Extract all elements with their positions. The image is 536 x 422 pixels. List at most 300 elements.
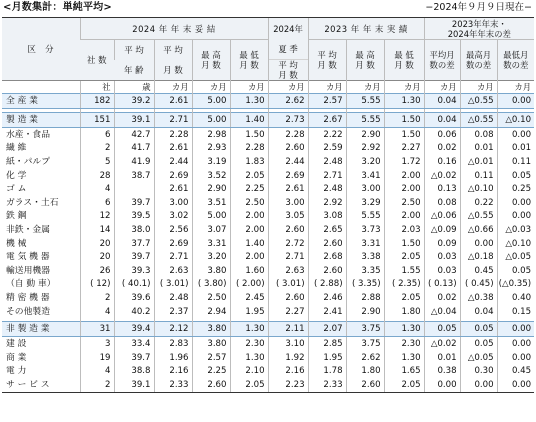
table-cell: 3.07 [192,223,230,237]
table-cell: 2.72 [268,237,308,251]
table-cell: 2.27 [384,142,424,156]
table-row [2,196,534,210]
table-cell: 4 [80,305,114,319]
table-cell: 0.45 [460,264,497,278]
col-avg-age-l1: 平 均 [114,40,154,60]
table-cell: 0.38 [424,365,460,379]
row-label: 繊 維 [6,143,27,154]
table-cell: 0.03 [424,250,460,264]
table-cell: △0.10 [497,237,534,251]
table-cell: 0.05 [424,322,460,337]
col-min-months: 最 低 月 数 [230,40,268,81]
table-cell: 39.4 [114,322,154,337]
table-cell: 39.3 [114,264,154,278]
table-cell: 2.25 [192,365,230,379]
table-row [2,305,534,319]
table-cell: 0.00 [497,210,534,224]
unit-cell: カ月 [230,81,268,94]
table-cell: 2.11 [268,322,308,337]
table-row [2,128,534,142]
table-cell: 0.01 [460,142,497,156]
table-cell: 1.30 [384,322,424,337]
table-cell: 2.28 [154,128,192,142]
table-cell: 2.00 [230,223,268,237]
table-cell: 2.57 [308,94,346,109]
table-cell: 2.28 [268,128,308,142]
table-cell: 3.52 [192,169,230,183]
table-row [2,351,534,365]
table-cell: 2.30 [230,337,268,351]
table-cell: 2.65 [308,223,346,237]
table-cell: △0.03 [497,223,534,237]
row-label: 化 学 [6,170,27,181]
table-row [2,237,534,251]
table-cell: 1.30 [384,94,424,109]
table-cell: 1.30 [230,322,268,337]
table-cell: 6 [80,196,114,210]
table-cell: 0.00 [497,378,534,392]
unit-cell: カ月 [497,81,534,94]
table-cell: 2.05 [384,291,424,305]
table-cell: 3 [80,337,114,351]
table-cell: 3.35 [346,264,384,278]
row-label: サ ー ビ ス [2,378,80,392]
table-cell: 2.03 [384,223,424,237]
row-label: 精 密 機 器 [6,292,50,303]
table-cell: △0.38 [460,291,497,305]
table-cell: 2.69 [268,169,308,183]
table-cell: 0.00 [497,128,534,142]
table-cell: 0.08 [460,128,497,142]
table-cell: 12 [80,210,114,224]
row-label: 電 気 機 器 [6,252,50,263]
unit-cell: カ月 [192,81,230,94]
row-label: 紙・パルプ [6,156,50,167]
table-cell: 1.95 [308,351,346,365]
table-row [2,169,534,183]
table-cell: 2.61 [154,182,192,196]
table-cell: △0.10 [460,182,497,196]
table-cell: 2.61 [268,182,308,196]
table-cell: 2.28 [230,142,268,156]
table-cell: 41.7 [114,142,154,156]
table-row [2,378,534,392]
table-cell: 2.73 [268,113,308,128]
row-label: 輸送用機器 [6,265,50,276]
table-cell: △0.05 [460,351,497,365]
table-cell: 2.57 [192,351,230,365]
unit-cell: カ月 [154,81,192,94]
table-cell: 0.16 [424,155,460,169]
table-cell: 1.83 [230,155,268,169]
table-cell: 2.05 [384,378,424,392]
col-avg-age-l2: 年 齢 [114,60,154,81]
table-cell: 0.00 [460,378,497,392]
table-cell: 19 [80,351,114,365]
table-cell: 28 [80,169,114,183]
table-cell: ( 3.01) [154,278,192,292]
table-cell: 2.41 [308,305,346,319]
table-cell: 3.73 [346,223,384,237]
unit-cell: 社 [80,81,114,94]
table-cell: 2.67 [308,113,346,128]
table-cell: 39.6 [114,291,154,305]
table-cell: 3.00 [268,196,308,210]
col-summer-l2: 夏 季 [268,40,308,60]
table-cell: 2.71 [154,113,192,128]
table-cell: 1.30 [230,94,268,109]
table-cell: 26 [80,264,114,278]
table-cell: 1.65 [384,365,424,379]
table-cell: 1.30 [384,351,424,365]
table-cell: 1.30 [230,351,268,365]
table-cell: 2.07 [308,322,346,337]
unit-cell: カ月 [346,81,384,94]
table-cell: 39.7 [114,250,154,264]
row-label: ゴ ム [6,184,27,195]
col-diff-avg: 平均月 数の差 [424,40,460,81]
table-cell: 2.44 [268,155,308,169]
table-cell: 1.96 [154,351,192,365]
table-cell: 1.78 [308,365,346,379]
table-cell: △0.55 [460,113,497,128]
table-cell: 4 [80,182,114,196]
table-cell: 0.11 [460,169,497,183]
table-cell: 5.55 [346,210,384,224]
table-cell: 2.90 [346,305,384,319]
table-cell: 2.12 [154,322,192,337]
col-avg-months-l1: 平 均 [154,40,192,60]
table-cell: 3.29 [346,196,384,210]
table-cell: 2.30 [384,337,424,351]
table-cell: 0.05 [497,169,534,183]
table-cell: 0.45 [497,365,534,379]
table-cell: 1.95 [230,305,268,319]
table-cell: 2.68 [308,250,346,264]
table-cell: 2.16 [268,365,308,379]
table-cell: 2.23 [268,378,308,392]
table-cell: 3.08 [308,210,346,224]
table-cell: 5.00 [192,113,230,128]
units-blank [2,81,80,94]
table-cell: 40.2 [114,305,154,319]
table-cell: 0.25 [497,182,534,196]
table-cell: 3.00 [154,196,192,210]
table-cell: 2.60 [308,264,346,278]
col-companies: 社 数 [80,40,114,81]
table-cell: 2.50 [192,291,230,305]
table-cell: 39.7 [114,351,154,365]
table-cell: 31 [80,322,114,337]
table-cell: 3.20 [192,250,230,264]
table-cell: 0.13 [424,182,460,196]
table-cell: 0.40 [497,291,534,305]
table-cell: 1.80 [384,305,424,319]
table-cell: △0.55 [460,94,497,109]
table-cell: △0.18 [460,250,497,264]
table-cell: △0.10 [497,113,534,128]
table-cell: 4 [80,365,114,379]
table-cell: 1.40 [230,113,268,128]
table-cell: 2.48 [308,182,346,196]
table-cell: △0.02 [424,337,460,351]
table-cell: 2.60 [346,378,384,392]
as-of-date: −2024年９月９日現在− [425,2,532,13]
table-cell: 2.05 [230,378,268,392]
table-cell: 2.90 [192,182,230,196]
table-cell: 2.46 [308,291,346,305]
table-cell: 2.48 [308,155,346,169]
table-cell: 2.05 [230,169,268,183]
row-label: 非 製 造 業 [2,322,80,337]
table-cell: 2.00 [230,250,268,264]
table-cell: 2.71 [154,250,192,264]
table-row [2,278,534,292]
table-cell: 2.92 [346,142,384,156]
row-label: （自 動 車） [6,279,56,290]
table-cell: 2.48 [154,291,192,305]
table-cell: 1.80 [346,365,384,379]
table-cell: 3.38 [346,250,384,264]
row-label: その他製造 [6,306,50,317]
table-cell: 5 [80,155,114,169]
table-cell: 2.61 [154,142,192,156]
table-cell: 0.05 [497,264,534,278]
table-cell: 0.00 [497,337,534,351]
table-cell: ( 2.35) [384,278,424,292]
table-cell: 2.94 [192,305,230,319]
table-cell: 1.72 [384,155,424,169]
table-cell: 182 [80,94,114,109]
unit-cell: カ月 [424,81,460,94]
unit-cell: カ月 [308,81,346,94]
table-cell: 2.60 [192,378,230,392]
table-cell: 1.55 [384,264,424,278]
table-cell: 0.00 [497,351,534,365]
table-cell: 2.50 [384,196,424,210]
table-cell: 1.60 [230,264,268,278]
table-cell: 0.11 [497,155,534,169]
row-label: ガラス・土石 [6,197,59,208]
table-cell: 0.00 [497,196,534,210]
table-cell: 0.00 [497,94,534,109]
table-row [2,291,534,305]
row-label: 鉄 鋼 [6,211,27,222]
unit-cell: カ月 [268,81,308,94]
table-cell: 3.80 [192,337,230,351]
table-cell: 2.60 [268,142,308,156]
table-cell: 3.10 [268,337,308,351]
table-cell: 3.75 [346,322,384,337]
table-cell: 20 [80,237,114,251]
table-cell: 2.63 [268,264,308,278]
table-cell: 2.00 [384,210,424,224]
table-cell: 0.15 [497,305,534,319]
col-2023-min: 最 低 月 数 [384,40,424,81]
table-cell: 39.1 [114,113,154,128]
table-cell: 39.7 [114,196,154,210]
table-cell: △0.01 [460,155,497,169]
group-2023-year-end: 2023 年 年 末 実 績 [308,18,424,40]
table-row [2,210,534,224]
table-cell: 3.80 [192,322,230,337]
table-cell: 2.61 [154,94,192,109]
group-2024-summer-l1: 2024年 [268,18,308,40]
table-cell: 2.25 [230,182,268,196]
table-cell: 2 [80,378,114,392]
table-cell: 3.31 [192,237,230,251]
table-cell: 2.63 [154,264,192,278]
table-cell: 2.90 [346,128,384,142]
table-cell: ( 3.80) [192,278,230,292]
table-cell: △0.66 [460,223,497,237]
table-cell: 5.55 [346,113,384,128]
table-cell: 2.62 [268,94,308,109]
table-cell: △0.04 [424,305,460,319]
table-cell [114,182,154,196]
table-cell: 2.16 [154,365,192,379]
table-cell: △0.02 [424,169,460,183]
table-cell: 2.27 [268,305,308,319]
table-cell: 6 [80,128,114,142]
table-cell: △0.06 [424,210,460,224]
table-cell: 2.44 [154,155,192,169]
row-label: 機 械 [6,238,27,249]
table-cell: ( 3.01) [268,278,308,292]
table-row [2,264,534,278]
col-2023-max: 最 高 月 数 [346,40,384,81]
table-cell: 0.06 [424,128,460,142]
table-cell: 0.04 [424,94,460,109]
table-cell: 2.83 [154,337,192,351]
table-cell: 3.02 [154,210,192,224]
table-cell: ( 3.35) [346,278,384,292]
table-cell: 2.92 [308,196,346,210]
table-row [2,337,534,351]
table-cell: 3.75 [346,337,384,351]
table-cell: 0.01 [497,142,534,156]
table-cell: 0.00 [497,322,534,337]
table-cell: 2 [80,291,114,305]
table-cell: 2.50 [230,196,268,210]
table-cell: 0.01 [424,351,460,365]
table-cell: 2.93 [192,142,230,156]
group-2024-year-end: 2024 年 年 末 妥 結 [80,18,268,40]
table-cell: ( 2.88) [308,278,346,292]
table-cell: 5.00 [192,94,230,109]
table-cell: 2.60 [308,237,346,251]
table-row [2,142,534,156]
table-cell: 2.05 [384,250,424,264]
table-cell: 39.2 [114,94,154,109]
table-cell: 2.56 [154,223,192,237]
table-cell: 2.45 [230,291,268,305]
table-cell: 0.00 [424,378,460,392]
table-cell: 2.00 [384,182,424,196]
row-label: 水産・食品 [6,129,50,140]
table-cell: 1.50 [230,128,268,142]
table-cell: 3.41 [346,169,384,183]
bonus-months-table [2,17,534,393]
category-header: 区 分 [2,18,80,81]
table-cell: 2.98 [192,128,230,142]
table-row [2,155,534,169]
table-cell: 0.04 [424,113,460,128]
table-cell: 0.04 [460,305,497,319]
table-cell: 20 [80,250,114,264]
table-cell: 0.09 [424,237,460,251]
table-cell: 0.30 [460,365,497,379]
table-cell: 1.50 [384,237,424,251]
table-cell: △0.55 [460,210,497,224]
table-cell: 0.05 [460,337,497,351]
table-cell: ( 2.00) [230,278,268,292]
row-label: 建 設 [6,339,27,350]
table-cell: 2.69 [154,237,192,251]
col-max-months: 最 高 月 数 [192,40,230,81]
table-row [2,223,534,237]
table-row [2,322,534,337]
table-cell: ( 0.45) [460,278,497,292]
table-cell: 2.60 [268,223,308,237]
table-cell: ( 40.1) [114,278,154,292]
table-cell: 2.33 [154,378,192,392]
table-cell: 1.50 [384,128,424,142]
row-label: 製 造 業 [2,113,80,128]
table-cell: 2.00 [384,169,424,183]
table-row [2,113,534,128]
table-cell: 2.88 [346,291,384,305]
table-cell: 3.05 [268,210,308,224]
table-cell: 0.02 [424,291,460,305]
table-cell: 2 [80,142,114,156]
table-title: <月数集計：単純平均> [3,2,112,13]
table-cell: 38.7 [114,169,154,183]
table-cell: 38.8 [114,365,154,379]
table-cell: 3.51 [192,196,230,210]
table-cell: 41.9 [114,155,154,169]
unit-cell: カ月 [460,81,497,94]
row-label: 全 産 業 [2,94,80,109]
table-cell: △0.05 [497,250,534,264]
table-cell: 14 [80,223,114,237]
table-cell: 37.7 [114,237,154,251]
col-diff-min: 最低月 数の差 [497,40,534,81]
table-cell: 5.55 [346,94,384,109]
table-cell: 42.7 [114,128,154,142]
units-row [2,81,534,94]
table-row [2,94,534,109]
table-cell: 3.00 [346,182,384,196]
table-cell: 2.69 [154,169,192,183]
table-cell: 2.37 [154,305,192,319]
table-cell: 0.05 [460,322,497,337]
header-row-groups [2,18,534,40]
table-cell: 0.02 [424,142,460,156]
table-cell: 33.4 [114,337,154,351]
table-cell: ( 0.13) [424,278,460,292]
table-cell: △0.09 [424,223,460,237]
table-cell: 2.59 [308,142,346,156]
table-cell: 1.50 [384,113,424,128]
row-label: 商 業 [6,352,27,363]
group-diff-l1: 2023年年末・ [451,18,507,29]
table-cell: (△0.35) [497,278,534,292]
table-cell: 0.00 [460,237,497,251]
table-cell: 3.20 [346,155,384,169]
table-cell: 1.40 [230,237,268,251]
unit-cell: カ月 [384,81,424,94]
